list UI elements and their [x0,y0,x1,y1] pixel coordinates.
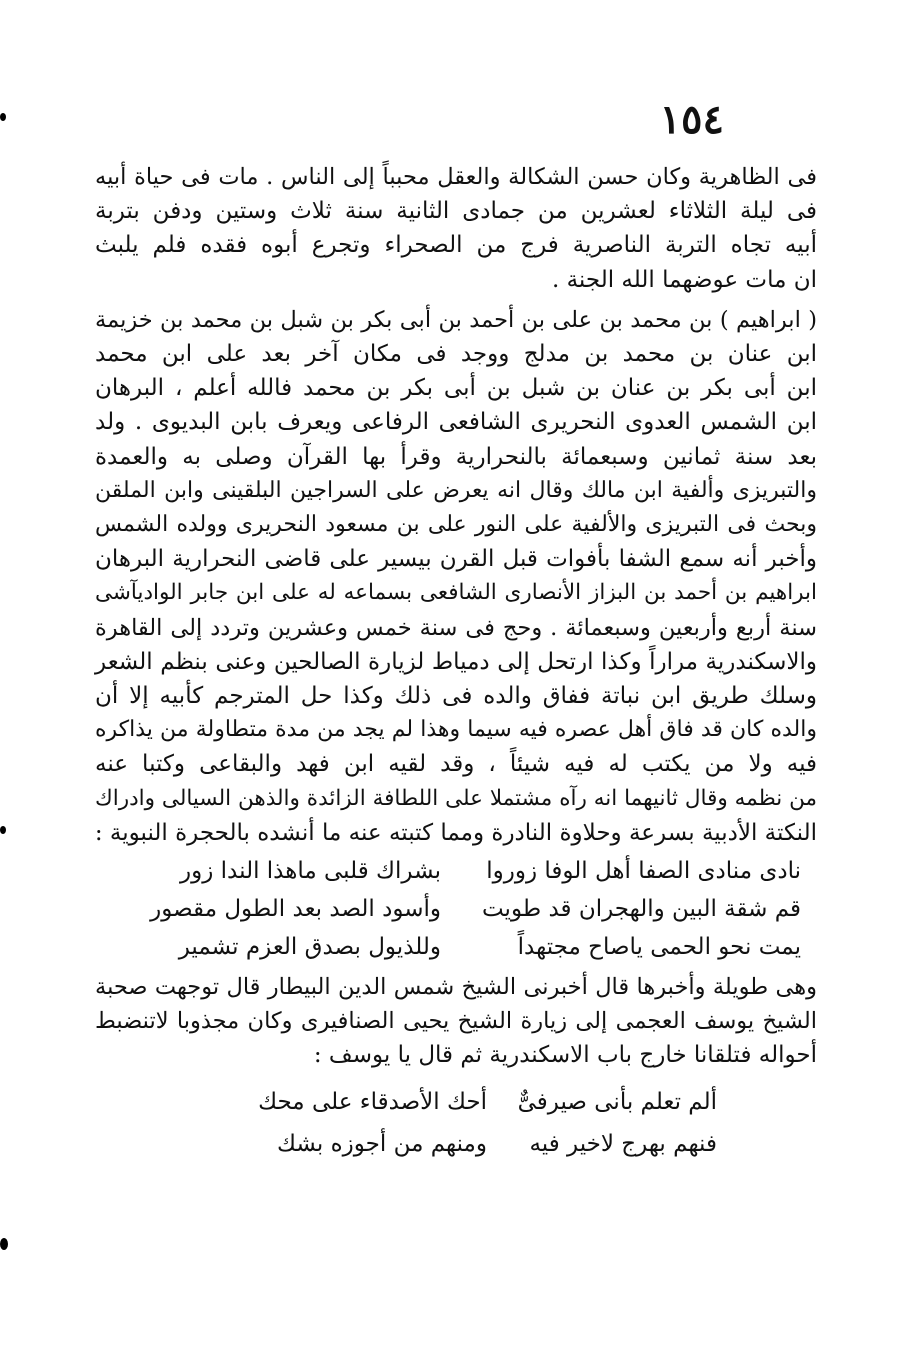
margin-mark [0,826,6,834]
poem-2 [95,1081,817,1165]
text-line: ( ابراهيم ) بن محمد بن على بن أحمد بن أبى بكر بن شبل بن محمد بن خزيمة [95,306,817,333]
text-line: ابن الشمس العدوى النحريرى الشافعى الرفاعى ويعرف بابن البديوى . ولد [95,409,817,436]
text-line: فى الظاهرية وكان حسن الشكالة والعقل محبباً إلى الناس . مات فى حياة أبيه [95,164,817,190]
verse-second-hemistich: أحك الأصدقاء على محك [258,1088,487,1115]
verse [95,1123,817,1165]
verse-first-hemistich: فنهم بهرج لاخير فيه [529,1130,717,1157]
text-line: بعد سنة ثمانين وسبعمائة بالنحرارية وقرأ بها القرآن وصلى به والعمدة [95,443,817,470]
verse-second-hemistich: وأسود الصد بعد الطول مقصور [150,896,441,923]
text-line: والده كان قد فاق أهل عصره فيه سيما وهذا لم يجد من مدة متطاولة من يذاكره [95,717,817,743]
margin-mark [0,1238,8,1250]
text-line: أبيه تجاه التربة الناصرية فرج من الصحراء وتجرع أبوه فقده فلم يلبث [95,232,817,259]
text-line: ان مات عوضهما الله الجنة . [551,266,817,293]
text-line: وأخبر أنه سمع الشفا بأفوات قبل القرن بيسير على قاضى النحرارية البرهان [95,546,817,573]
text-line: فى ليلة الثلاثاء لعشرين من جمادى الثانية سنة ثلاث وستين ودفن بتربة [95,198,817,225]
verse [95,1081,817,1123]
verse-first-hemistich: ألم تعلم بأنى صيرفىٌّ [517,1088,717,1115]
text-line: فيه ولا من يكتب له فيه شيئاً ، وقد لقيه ابن فهد والبقاعى وكتبا عنه [95,751,817,778]
verse-first-hemistich: نادى منادى الصفا أهل الوفا زوروا [486,858,801,885]
text-line: ابن أبى بكر بن عنان بن شبل بن أبى بكر بن محمد فالله أعلم ، البرهان [95,375,817,402]
text-line: ابراهيم بن أحمد بن البزاز الأنصارى الشافعى بسماعه له على ابن جابر الواديآشى [95,580,817,606]
verse [95,890,817,928]
paragraph-2 [95,303,817,850]
text-line: وهى طويلة وأخبرها قال أخبرنى الشيخ شمس الدين البيطار قال توجهت صحبة [95,974,817,1001]
verse-second-hemistich: بشراك قلبى ماهذا الندا زور [180,858,441,885]
text-line: وسلك طريق ابن نباتة ففاق والده فى ذلك وكذا حل المترجم كأبيه إلا أن [95,683,817,710]
verse-second-hemistich: ومنهم من أجوزه بشك [277,1130,487,1157]
text-line: والتبريزى وألفية ابن مالك وقال انه يعرض على السراجين البلقينى وابن الملقن [95,477,817,503]
poem-1 [95,852,817,966]
text-line: ابن عنان بن محمد بن مدلج ووجد فى مكان آخر بعد على ابن محمد [95,341,817,368]
body-text [95,160,817,1165]
paragraph-1 [95,160,817,297]
verse-first-hemistich: قم شقة البين والهجران قد طويت [481,896,801,923]
text-line: وبحث فى التبريزى والألفية على النور على بن مسعود النحريرى وولده الشمس [95,512,817,538]
verse [95,852,817,890]
verse-second-hemistich: وللذيول بصدق العزم تشمير [178,934,441,961]
text-line: سنة أربع وأربعين وسبعمائة . وحج فى سنة خمس وعشرين وتردد إلى القاهرة [95,614,817,641]
text-line: أحواله فتلقانا خارج باب الاسكندرية ثم قال يا يوسف : [313,1042,817,1069]
text-line: النكتة الأدبية بسرعة وحلاوة النادرة ومما كتبته عنه ما أنشده بالحجرة النبوية : [94,819,817,846]
margin-mark [0,113,6,121]
text-line: والاسكندرية مراراً وكذا ارتحل إلى دمياط لزيارة الصالحين وعنى بنظم الشعر [95,648,817,675]
page-number: ١٥٤ [659,96,724,143]
verse [95,928,817,966]
paragraph-3 [95,970,817,1073]
verse-first-hemistich: يمت نحو الحمى ياصاح مجتهداً [517,934,801,961]
text-line: الشيخ يوسف العجمى إلى زيارة الشيخ يحيى الصنافيرى وكان مجذوبا لاتنضبط [95,1008,817,1035]
text-line: من نظمه وقال ثانيهما انه رآه مشتملا على اللطافة الزائدة والذهن السيالى وادراك [95,785,817,811]
